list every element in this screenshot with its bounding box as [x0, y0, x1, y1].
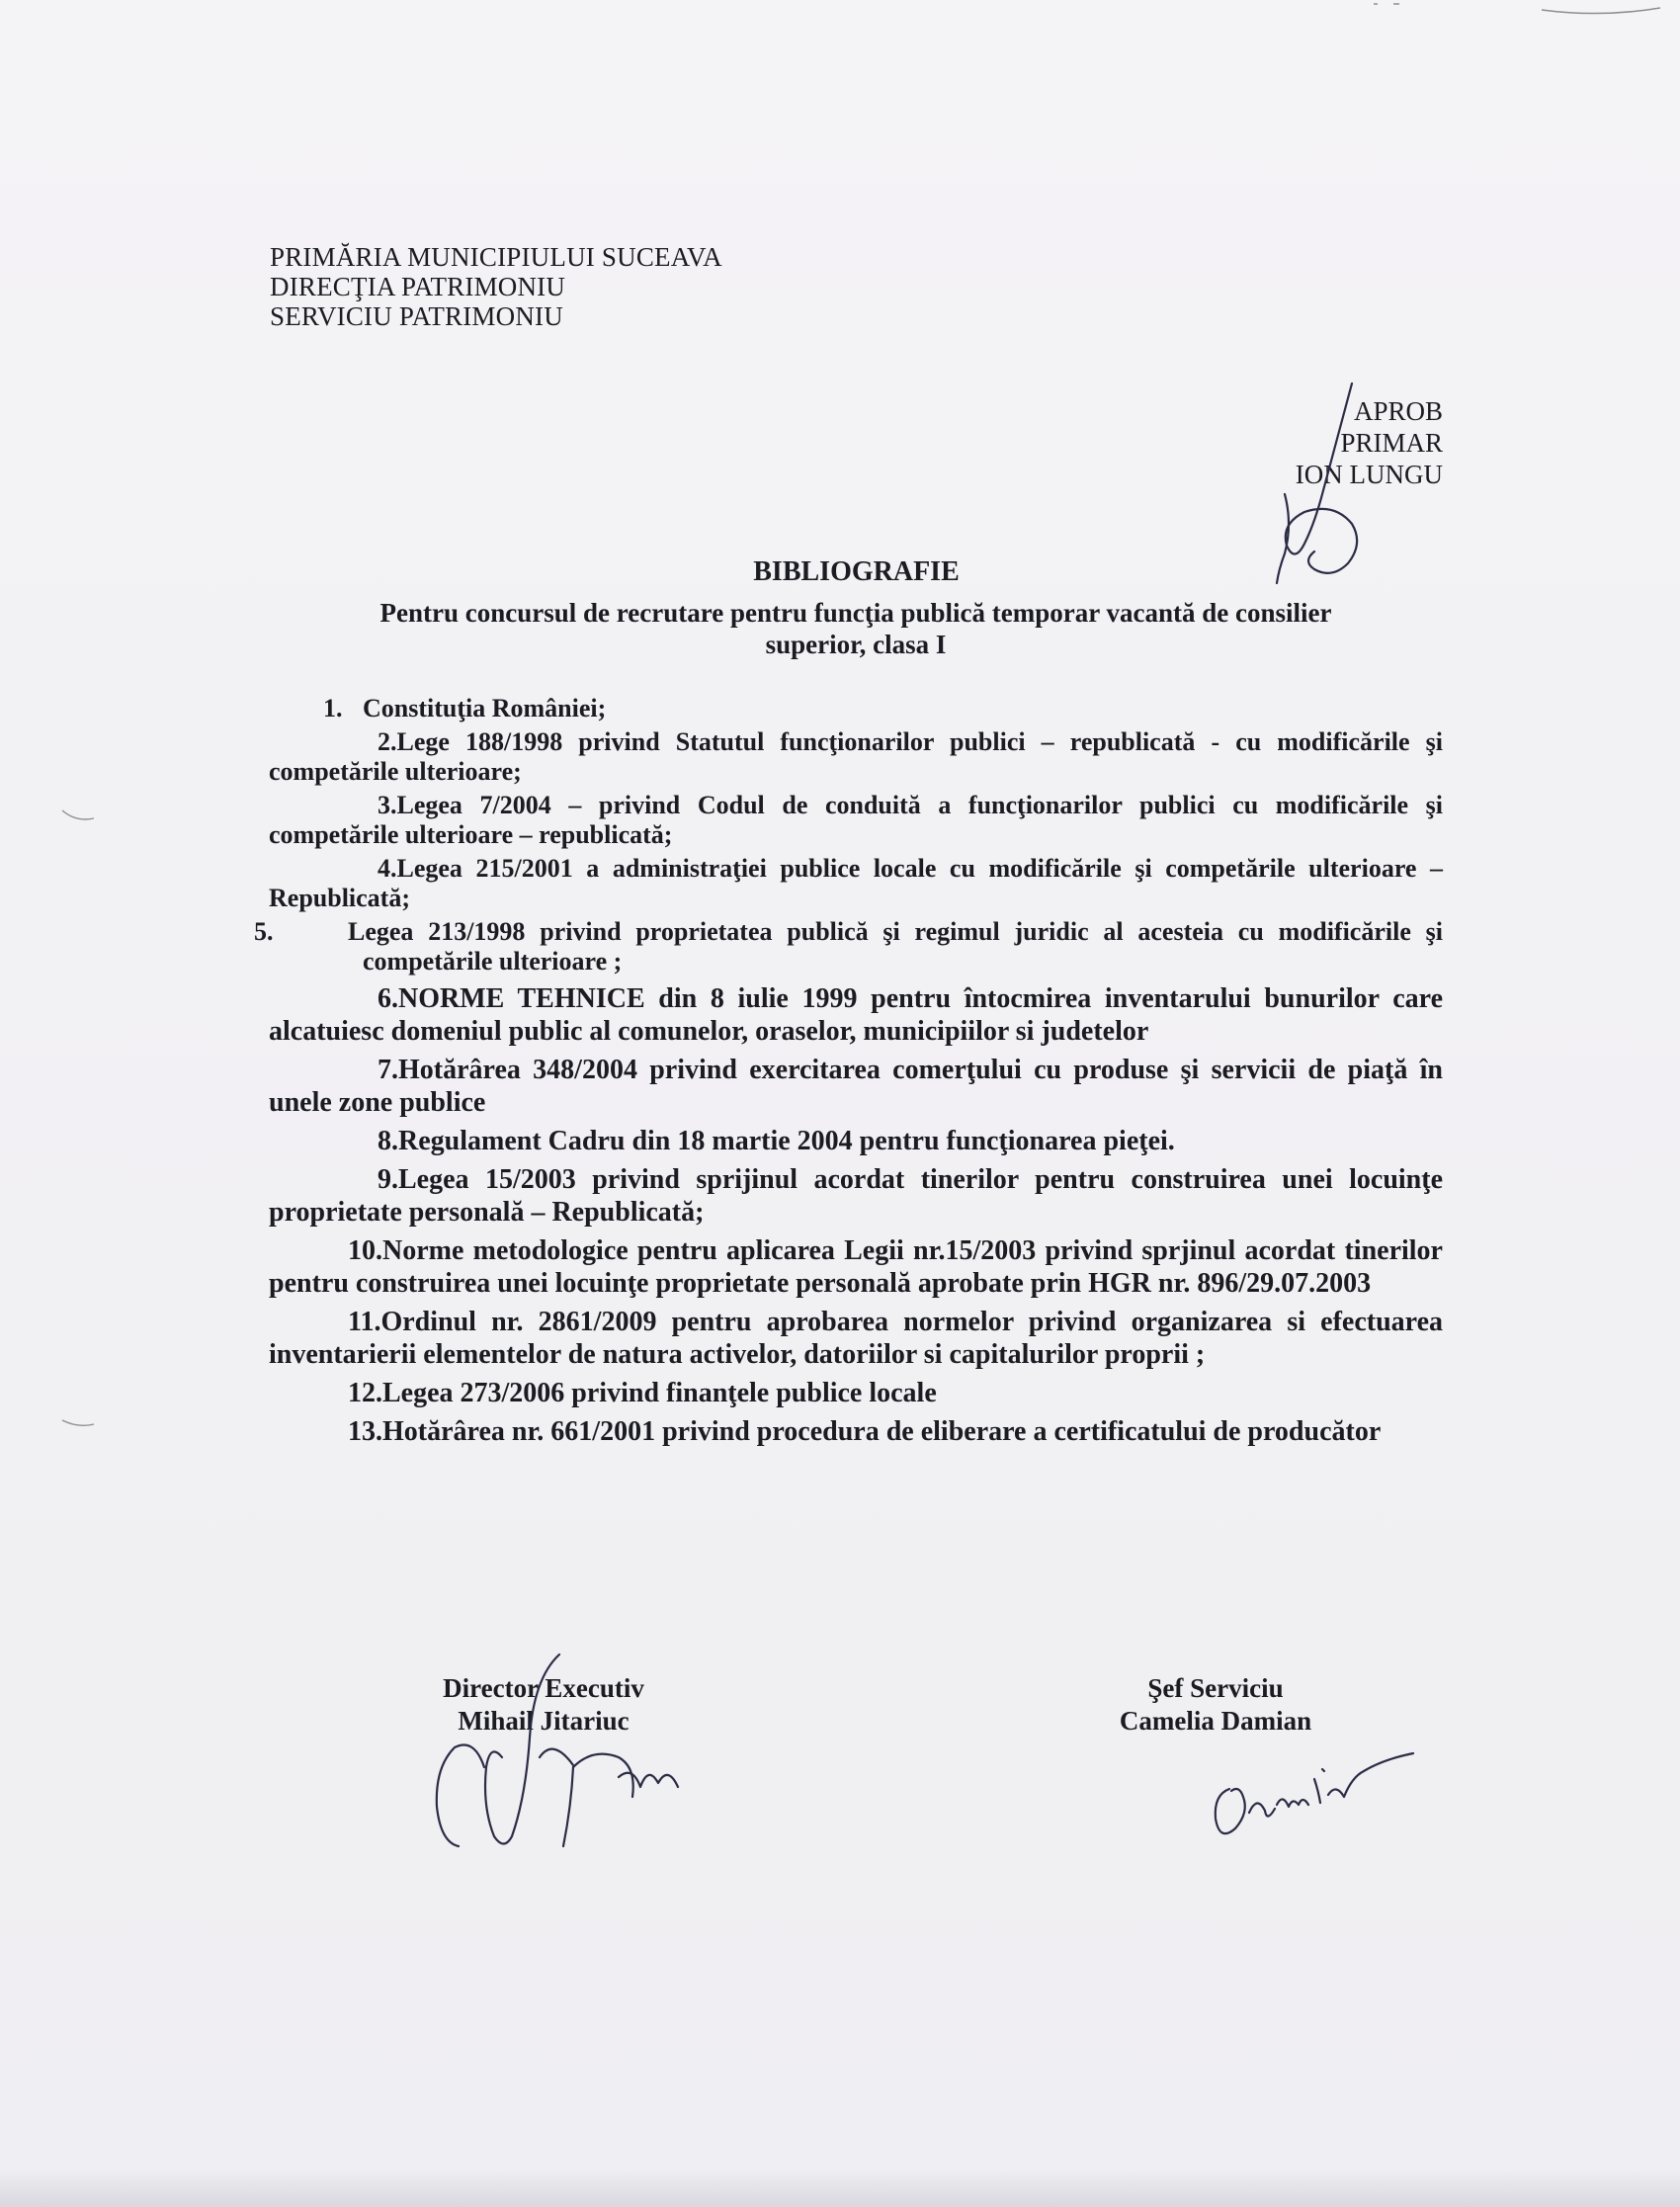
- bibliography-item: [269, 694, 1443, 723]
- item-text: Constituţia României;: [363, 694, 607, 722]
- item-text: NORME TEHNICE din 8 iulie 1999 pentru întocmirea inventarului bunurilor care alcatuiesc domeniul public al comunelor, oraselor, municipiilor si judetelor: [269, 983, 1443, 1047]
- bibliography-list: [254, 694, 1443, 1448]
- institution-header: [270, 242, 722, 331]
- bibliography-item: [269, 727, 1443, 787]
- item-text: Legea 7/2004 – privind Codul de conduită a funcţionarilor publici cu modificările şi competările ulterioare – republicată;: [269, 791, 1443, 849]
- item-number: 8.: [378, 1126, 398, 1156]
- header-line-service: SERVICIU PATRIMONIU: [270, 301, 563, 331]
- scan-mark-left-2: [54, 1408, 104, 1438]
- document-subtitle: [269, 597, 1443, 660]
- head-of-service-signature: [1206, 1740, 1433, 1858]
- item-number: 13.: [348, 1416, 382, 1447]
- bibliography-item: [269, 1377, 1443, 1409]
- director-name: Mihail Jitariuc: [458, 1706, 630, 1736]
- approval-name: ION LUNGU: [1295, 460, 1443, 489]
- bibliography-item: [269, 791, 1443, 850]
- bibliography-item: [269, 1054, 1443, 1119]
- item-number: 1.: [323, 694, 343, 722]
- scan-bottom-edge: [0, 2169, 1680, 2207]
- bibliography-item: [269, 982, 1443, 1048]
- item-number: 10.: [348, 1235, 382, 1266]
- document-subtitle-line-1: Pentru concursul de recrutare pentru funcţia publică temporar vacantă de consilier: [379, 598, 1332, 628]
- item-text: Hotărârea 348/2004 privind exercitarea comerţului cu produse şi servicii de piaţă în unele zone publice: [269, 1055, 1443, 1118]
- item-number: 6.: [378, 983, 398, 1014]
- item-text: Legea 15/2003 privind sprijinul acordat tinerilor pentru construirea unei locuinţe proprietate personală – Republicată;: [269, 1164, 1443, 1228]
- header-line-institution: PRIMĂRIA MUNICIPIULUI SUCEAVA: [270, 242, 722, 272]
- item-text: Lege 188/1998 privind Statutul funcţionarilor publici – republicată - cu modificările şi competările ulterioare;: [269, 727, 1443, 786]
- approval-role: PRIMAR: [1340, 428, 1443, 458]
- document-title: BIBLIOGRAFIE: [753, 556, 960, 587]
- item-text: Legea 215/2001 a administraţiei publice locale cu modificările şi competările ulterioare – Republicată;: [269, 854, 1443, 912]
- bibliography-item: [269, 1163, 1443, 1229]
- director-signature: [425, 1649, 702, 1856]
- signature-block-head-of-service: [1067, 1672, 1364, 1738]
- item-number: 12.: [348, 1378, 382, 1408]
- item-text: Hotărârea nr. 661/2001 privind procedura de eliberare a certificatului de producător: [382, 1416, 1382, 1447]
- item-text: Legea 213/1998 privind proprietatea publică şi regimul juridic al acesteia cu modificările şi competările ulterioare ;: [348, 917, 1443, 976]
- head-of-service-role: Şef Serviciu: [1147, 1673, 1284, 1703]
- bibliography-item: [254, 917, 1443, 976]
- item-number: 3.: [378, 791, 397, 819]
- item-text: Ordinul nr. 2861/2009 pentru aprobarea normelor privind organizarea si efectuarea inventarierii elementelor de natura activelor, datoriilor si capitalurilor proprii ;: [269, 1307, 1443, 1370]
- document-subtitle-line-2: superior, clasa I: [765, 630, 947, 659]
- item-number: 11.: [348, 1307, 381, 1337]
- item-number: 5.: [254, 917, 274, 946]
- bibliography-item: [269, 1306, 1443, 1371]
- item-text: Regulament Cadru din 18 martie 2004 pentru funcţionarea pieţei.: [398, 1126, 1175, 1156]
- item-number: 2.: [378, 727, 397, 756]
- director-role: Director Executiv: [443, 1673, 644, 1703]
- item-number: 4.: [378, 854, 397, 883]
- scan-mark-top-right: [1364, 0, 1680, 20]
- approval-label: APROB: [1353, 396, 1443, 426]
- item-number: 9.: [378, 1164, 398, 1195]
- bibliography-item: [269, 854, 1443, 913]
- bibliography-item: [269, 1234, 1443, 1300]
- item-text: Norme metodologice pentru aplicarea Legii nr.15/2003 privind sprjinul acordat tinerilor pentru construirea unei locuinţe proprietate personală aprobate prin HGR nr. 896/29.07.2003: [269, 1235, 1443, 1299]
- scan-mark-left-1: [54, 801, 104, 830]
- header-line-directorate: DIRECŢIA PATRIMONIU: [270, 272, 566, 301]
- item-number: 7.: [378, 1055, 398, 1085]
- bibliography-item: [269, 1415, 1443, 1448]
- head-of-service-name: Camelia Damian: [1119, 1706, 1312, 1736]
- bibliography-item: [269, 1125, 1443, 1157]
- item-text: Legea 273/2006 privind finanţele publice locale: [382, 1378, 937, 1408]
